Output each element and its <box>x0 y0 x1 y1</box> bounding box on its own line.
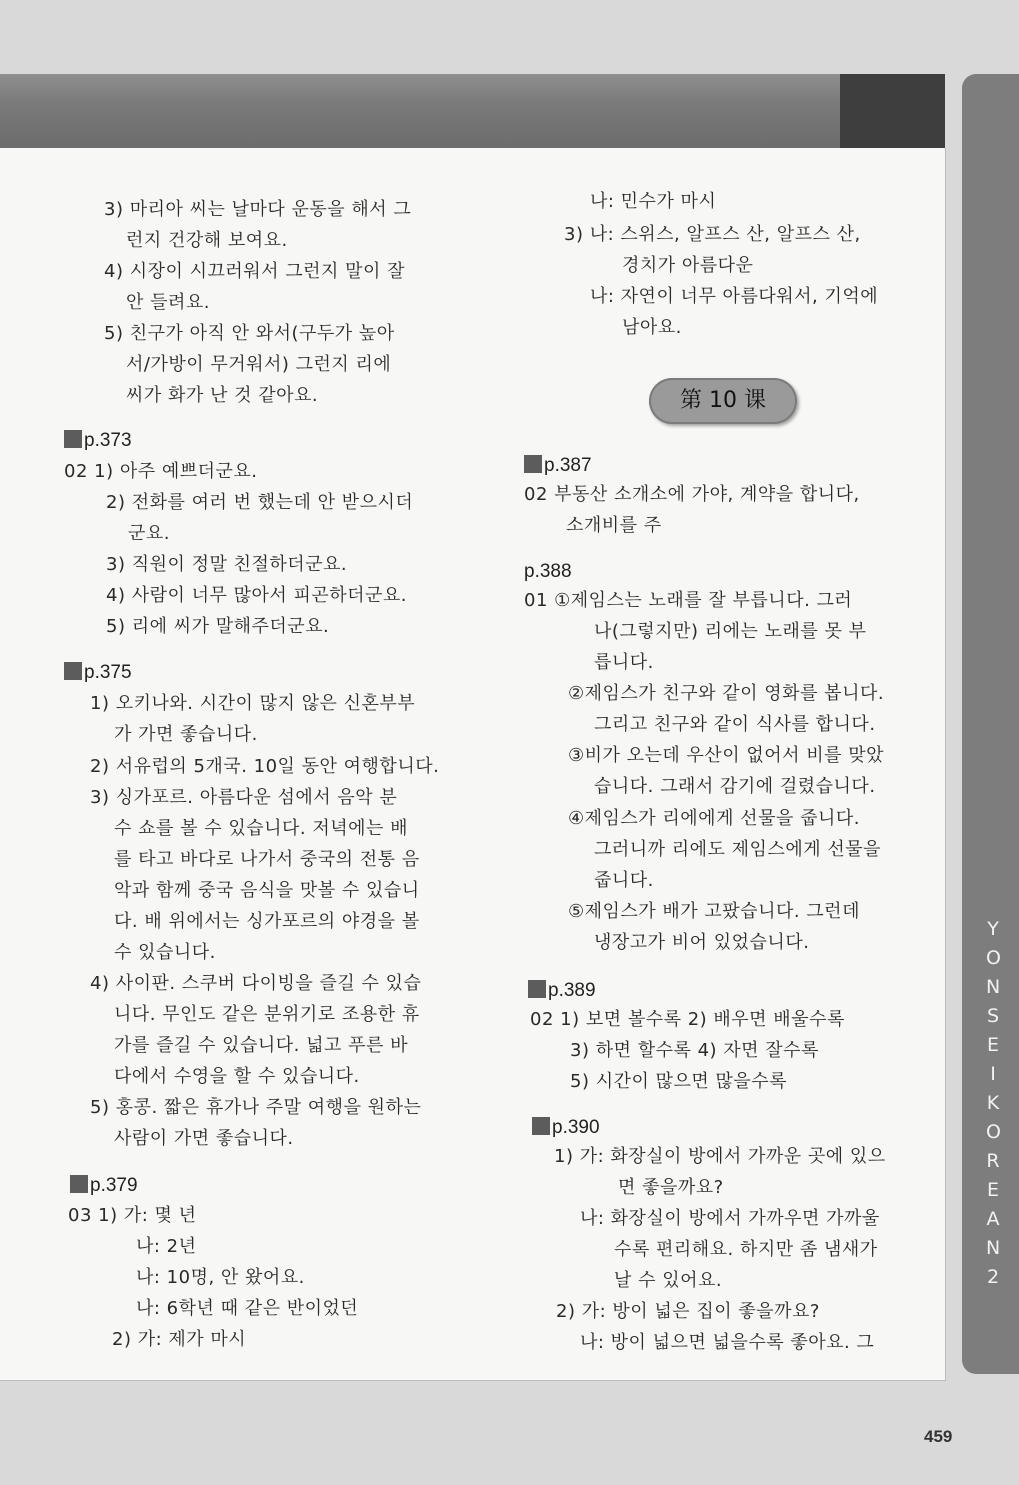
section-heading: p.388 <box>524 561 572 582</box>
answer-line: 5) 친구가 아직 안 와서(구두가 높아 <box>104 323 395 344</box>
section-heading: p.373 <box>64 430 132 452</box>
answer-line: 서/가방이 무거워서) 그런지 리에 <box>126 354 392 375</box>
answer-line: 그러니까 리에도 제임스에게 선물을 <box>594 839 881 860</box>
answer-line: ②제임스가 친구와 같이 영화를 봅니다. <box>568 683 885 704</box>
header-band-accent <box>840 74 945 148</box>
section-heading: p.389 <box>528 980 596 1002</box>
answer-line: 4) 시장이 시끄러워서 그런지 말이 잘 <box>104 261 406 282</box>
answer-line: 3) 하면 할수록 4) 자면 잘수록 <box>570 1040 819 1061</box>
section-heading: p.390 <box>532 1117 600 1139</box>
section-marker-icon <box>528 980 546 998</box>
answer-line: 2) 전화를 여러 번 했는데 안 받으시더 <box>106 492 414 513</box>
answer-line: 경치가 아름다운 <box>622 255 754 276</box>
answer-line: 나: 10명, 안 왔어요. <box>136 1267 305 1288</box>
answer-line: 나: 2년 <box>136 1236 197 1257</box>
answer-line: 소개비를 주 <box>566 515 662 536</box>
answer-line: 면 좋을까요? <box>618 1177 724 1198</box>
answer-line: 줍니다. <box>594 870 654 891</box>
answer-line: 가 가면 좋습니다. <box>114 724 258 745</box>
answer-line: 02 부동산 소개소에 가야, 계약을 합니다, <box>524 484 860 505</box>
answer-line: 런지 건강해 보여요. <box>126 230 288 251</box>
answer-line: 나(그렇지만) 리에는 노래를 못 부 <box>594 621 867 642</box>
answer-line: 가를 즐길 수 있습니다. 넓고 푸른 바 <box>114 1035 408 1056</box>
answer-line: 3) 마리아 씨는 날마다 운동을 해서 그 <box>104 199 412 220</box>
answer-line: 그리고 친구와 같이 식사를 합니다. <box>594 714 876 735</box>
answer-line: 악과 함께 중국 음식을 맛볼 수 있습니 <box>114 880 420 901</box>
page-number: 459 <box>924 1427 953 1446</box>
answer-line: 나: 자연이 너무 아름다워서, 기억에 <box>590 286 879 307</box>
answer-line: 릅니다. <box>594 652 654 673</box>
answer-line: 습니다. 그래서 감기에 걸렸습니다. <box>594 776 876 797</box>
section-marker-icon <box>532 1117 550 1135</box>
lesson-badge: 第 10 课 <box>649 378 797 424</box>
answer-line: 날 수 있어요. <box>614 1270 723 1291</box>
header-band <box>0 74 945 148</box>
answer-line: 5) 리에 씨가 말해주더군요. <box>106 616 330 637</box>
answer-line: 나: 6학년 때 같은 반이었던 <box>136 1298 359 1319</box>
answer-line: 씨가 화가 난 것 같아요. <box>126 385 319 406</box>
section-marker-icon <box>64 430 82 448</box>
section-heading: p.379 <box>70 1175 138 1197</box>
answer-line: 5) 시간이 많으면 많을수록 <box>570 1071 788 1092</box>
answer-line: 4) 사이판. 스쿠버 다이빙을 즐길 수 있습 <box>90 973 422 994</box>
answer-line: 를 타고 바다로 나가서 중국의 전통 음 <box>114 849 420 870</box>
answer-line: ③비가 오는데 우산이 없어서 비를 맞았 <box>568 745 885 766</box>
answer-line: 니다. 무인도 같은 분위기로 조용한 휴 <box>114 1004 420 1025</box>
answer-line: 2) 서유럽의 5개국. 10일 동안 여행합니다. <box>90 756 440 777</box>
answer-line: 02 1) 아주 예쁘더군요. <box>64 461 258 482</box>
section-heading: p.387 <box>524 455 592 477</box>
answer-line: 수 있습니다. <box>114 942 216 963</box>
answer-line: 수 쇼를 볼 수 있습니다. 저녁에는 배 <box>114 818 408 839</box>
answer-line: 02 1) 보면 볼수록 2) 배우면 배울수록 <box>530 1009 845 1030</box>
answer-line: 4) 사람이 너무 많아서 피곤하더군요. <box>106 585 408 606</box>
answer-line: 2) 가: 제가 마시 <box>112 1329 247 1350</box>
answer-line: 안 들려요. <box>126 292 210 313</box>
answer-line: 나: 방이 넓으면 넓을수록 좋아요. 그 <box>580 1332 875 1353</box>
answer-line: 수록 편리해요. 하지만 좀 냄새가 <box>614 1239 878 1260</box>
answer-line: 사람이 가면 좋습니다. <box>114 1128 294 1149</box>
answer-line: ⑤제임스가 배가 고팠습니다. 그런데 <box>568 901 860 922</box>
section-marker-icon <box>70 1175 88 1193</box>
section-heading: p.375 <box>64 662 132 684</box>
answer-line: 1) 오키나와. 시간이 많지 않은 신혼부부 <box>90 693 416 714</box>
answer-line: 5) 홍콩. 짧은 휴가나 주말 여행을 원하는 <box>90 1097 422 1118</box>
answer-line: 남아요. <box>622 317 682 338</box>
answer-line: 1) 가: 화장실이 방에서 가까운 곳에 있으 <box>554 1146 886 1167</box>
answer-line: 3) 직원이 정말 친절하더군요. <box>106 554 348 575</box>
answer-line: 3) 나: 스위스, 알프스 산, 알프스 산, <box>564 224 861 245</box>
answer-line: 다. 배 위에서는 싱가포르의 야경을 볼 <box>114 911 420 932</box>
answer-line: ④제임스가 리에에게 선물을 줍니다. <box>568 808 860 829</box>
answer-line: 3) 싱가포르. 아름다운 섬에서 음악 분 <box>90 787 398 808</box>
answer-line: 다에서 수영을 할 수 있습니다. <box>114 1066 360 1087</box>
answer-line: 01 ①제임스는 노래를 잘 부릅니다. 그러 <box>524 590 853 611</box>
answer-line: 나: 민수가 마시 <box>590 191 717 212</box>
answer-line: 나: 화장실이 방에서 가까우면 가까울 <box>580 1208 880 1229</box>
answer-line: 냉장고가 비어 있었습니다. <box>594 932 810 953</box>
answer-line: 군요. <box>128 523 170 544</box>
side-label: YONSEI KOREAN 2 <box>986 918 1001 1288</box>
section-marker-icon <box>524 455 542 473</box>
answer-line: 2) 가: 방이 넓은 집이 좋을까요? <box>556 1301 820 1322</box>
answer-line: 03 1) 가: 몇 년 <box>68 1205 197 1226</box>
section-marker-icon <box>64 662 82 680</box>
